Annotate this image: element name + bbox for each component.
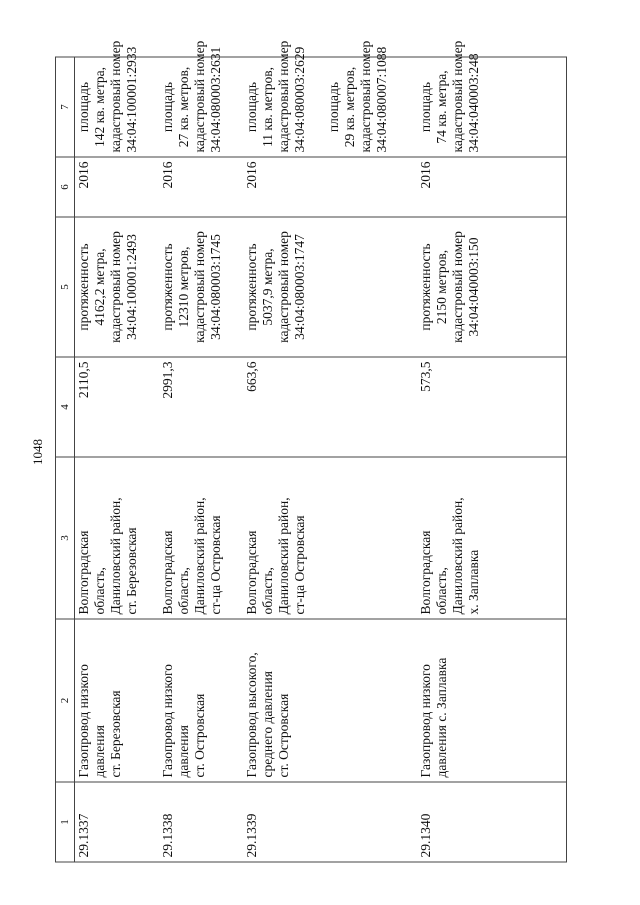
object-address-line: Волгоградская xyxy=(417,530,433,615)
land-plot-line: 34:04:080003:2629 xyxy=(291,46,307,153)
object-characteristics-line: кадастровый номер xyxy=(108,231,123,343)
object-address-line: область, xyxy=(433,567,449,615)
object-address xyxy=(159,457,243,619)
land-plot-info xyxy=(159,40,243,157)
object-characteristics-line: протяженность xyxy=(159,243,175,331)
object-characteristics-line: 34:04:100001:2493 xyxy=(124,234,139,340)
object-characteristics-line: протяженность xyxy=(76,243,91,331)
object-name xyxy=(417,619,567,782)
object-value: 2991,3 xyxy=(159,357,243,457)
object-name xyxy=(159,619,243,782)
column-header: 7 xyxy=(56,57,75,157)
object-name-line: Газопровод низкого xyxy=(76,664,91,778)
table-row xyxy=(159,57,243,862)
object-characteristics-line: кадастровый номер xyxy=(275,231,291,343)
object-characteristics-line: 2150 метров, xyxy=(433,249,449,325)
land-plot-block xyxy=(159,40,224,153)
object-address-line: Волгоградская xyxy=(159,530,175,615)
object-address-line: область, xyxy=(259,567,275,615)
object-characteristics xyxy=(159,217,243,357)
object-value: 663,6 xyxy=(243,357,417,457)
object-address-line: Волгоградская xyxy=(243,530,259,615)
land-plot-block xyxy=(243,40,308,153)
land-plot-line: 142 кв. метра, xyxy=(92,66,107,148)
row-number: 29.1340 xyxy=(417,782,567,862)
object-address-line: ст-ца Островская xyxy=(207,515,223,615)
object-name-line: Газопровод низкого xyxy=(159,664,175,778)
land-plot-info xyxy=(243,40,417,157)
land-plot-line: площадь xyxy=(159,81,175,133)
land-plot-block xyxy=(417,40,482,153)
object-characteristics-line: 4162,2 метра, xyxy=(92,248,107,326)
row-number: 29.1339 xyxy=(243,782,417,862)
land-plot-line: кадастровый номер xyxy=(357,40,373,153)
row-number: 29.1338 xyxy=(159,782,243,862)
object-year: 2016 xyxy=(75,157,159,217)
land-plot-line: кадастровый номер xyxy=(108,40,123,153)
block-gap xyxy=(308,62,326,153)
land-plot-line: кадастровый номер xyxy=(275,40,291,153)
land-plot-info xyxy=(417,40,567,157)
object-characteristics-line: 34:04:080003:1747 xyxy=(291,234,307,340)
land-plot-block xyxy=(76,40,140,153)
object-address xyxy=(75,457,159,619)
land-plot-line: 34:04:080007:1088 xyxy=(373,46,389,153)
land-plot-line: 11 кв. метров, xyxy=(259,67,275,147)
rotated-page-content xyxy=(55,40,585,863)
object-name-line: давления xyxy=(92,725,107,778)
object-year: 2016 xyxy=(159,157,243,217)
column-number-row xyxy=(56,57,75,862)
land-plot-line: площадь xyxy=(243,81,259,133)
column-header: 3 xyxy=(56,457,75,619)
object-name xyxy=(243,619,417,782)
column-header: 5 xyxy=(56,217,75,357)
object-name-line: давления xyxy=(175,725,191,778)
table-row xyxy=(243,57,417,862)
object-name-line: ст. Островская xyxy=(275,693,291,778)
object-characteristics-line: 34:04:080003:1745 xyxy=(207,234,223,340)
land-plot-line: 34:04:100001:2933 xyxy=(124,46,139,153)
object-year: 2016 xyxy=(243,157,417,217)
object-address-line: ст-ца Островская xyxy=(291,515,307,615)
object-name-line: Газопровод низкого xyxy=(417,664,433,778)
object-name-line: ст. Островская xyxy=(191,693,207,778)
object-address-line: Даниловский район, xyxy=(449,497,465,615)
object-characteristics xyxy=(417,217,567,357)
property-registry-table xyxy=(55,40,567,863)
object-characteristics-line: протяженность xyxy=(243,243,259,331)
object-address-line: область, xyxy=(92,567,107,615)
object-characteristics-line: 34:04:040003:150 xyxy=(465,237,481,337)
table-row xyxy=(417,57,567,862)
object-name xyxy=(75,619,159,782)
column-header: 4 xyxy=(56,357,75,457)
object-address-line: ст. Березовская xyxy=(124,527,139,615)
object-characteristics-line: кадастровый номер xyxy=(449,231,465,343)
column-header: 2 xyxy=(56,619,75,782)
land-plot-line: площадь xyxy=(76,81,91,133)
land-plot-line: 27 кв. метров, xyxy=(175,66,191,148)
object-name-line: ст. Березовская xyxy=(108,690,123,778)
object-characteristics-line: протяженность xyxy=(417,243,433,331)
object-characteristics-line: 12310 метров, xyxy=(175,246,191,328)
table-body xyxy=(75,40,567,862)
column-header: 6 xyxy=(56,157,75,217)
object-name-line: давления с. Заплавка xyxy=(433,657,449,778)
object-address-line: Даниловский район, xyxy=(191,497,207,615)
object-address xyxy=(243,457,417,619)
land-plot-line: 34:04:080003:2631 xyxy=(207,46,223,153)
object-name-line: среднего давления xyxy=(259,671,275,778)
object-value: 2110,5 xyxy=(75,357,159,457)
land-plot-line: кадастровый номер xyxy=(191,40,207,153)
land-plot-line: 34:04:040003:248 xyxy=(465,53,481,153)
land-plot-block xyxy=(325,40,390,153)
object-name-line: Газопровод высокого, xyxy=(243,652,259,778)
land-plot-line: площадь xyxy=(417,81,433,133)
object-address-line: Даниловский район, xyxy=(275,497,291,615)
object-address xyxy=(417,457,567,619)
object-address-line: Волгоградская xyxy=(76,530,91,615)
object-characteristics xyxy=(243,217,417,357)
row-number: 29.1337 xyxy=(75,782,159,862)
object-characteristics-line: кадастровый номер xyxy=(191,231,207,343)
land-plot-line: площадь xyxy=(325,81,341,133)
object-characteristics xyxy=(75,217,159,357)
page-number: 1048 xyxy=(30,439,45,465)
object-address-line: область, xyxy=(175,567,191,615)
land-plot-line: кадастровый номер xyxy=(449,40,465,153)
land-plot-line: 74 кв. метра, xyxy=(433,70,449,144)
object-year: 2016 xyxy=(417,157,567,217)
land-plot-info xyxy=(75,40,159,157)
object-address-line: Даниловский район, xyxy=(108,497,123,615)
object-characteristics-line: 5037,9 метра, xyxy=(259,248,275,326)
object-value: 573,5 xyxy=(417,357,567,457)
land-plot-line: 29 кв. метров, xyxy=(341,66,357,148)
column-header: 1 xyxy=(56,782,75,862)
table-row xyxy=(75,57,159,862)
object-address-line: х. Заплавка xyxy=(465,549,481,615)
